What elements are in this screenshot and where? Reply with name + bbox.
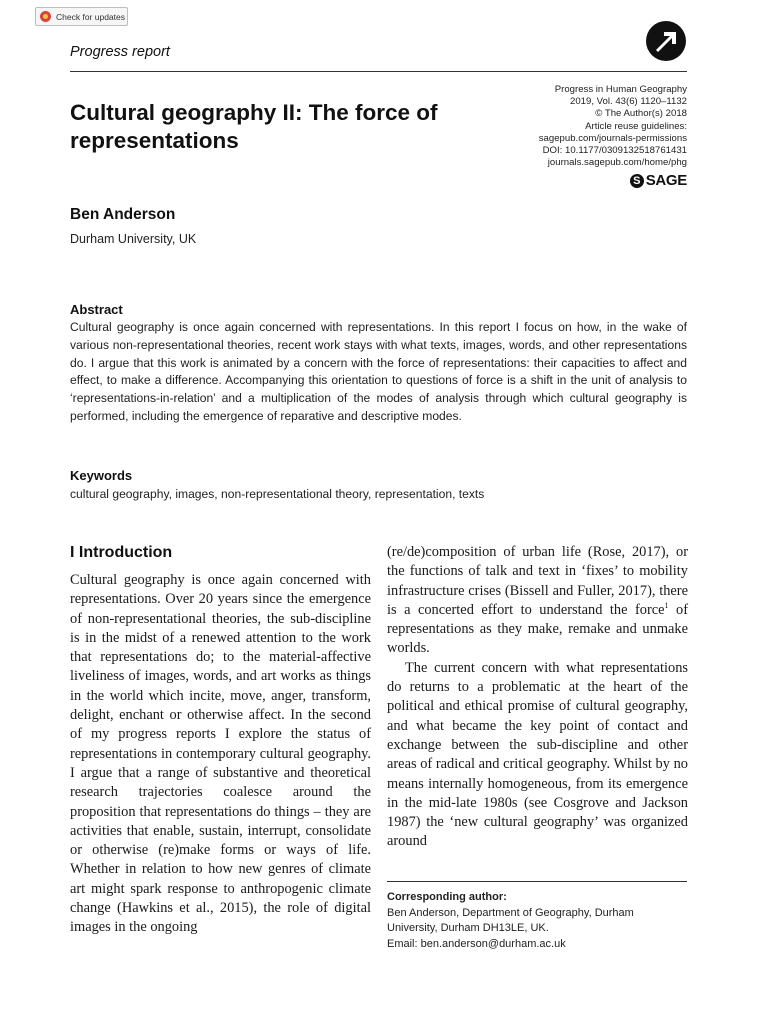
sage-s-icon: S	[630, 174, 644, 188]
corresponding-email[interactable]: Email: ben.anderson@durham.ac.uk	[387, 937, 566, 950]
journal-arrow-logo-icon	[645, 20, 687, 62]
footnote-divider	[387, 881, 687, 882]
reuse-label: Article reuse guidelines:	[585, 120, 687, 132]
author-affiliation: Durham University, UK	[70, 232, 197, 246]
section-heading: I Introduction	[70, 544, 173, 561]
intro-paragraph-1: Cultural geography is once again concerned with representations. Over 20 years since the emergence of non-representational theories, the sub-discipline is in the midst of a renewed attention to the work that representations do; to the material-affective liveliness of images, words, and art works as things in the world which incite, move, anger, transform, delight, enchant or otherwise affect. In the second of my progress reports I explore the status of representations in contemporary cultural geography. I argue that a range of substantive and theoretical research trajectories coalesce around the proposition that representations do things – they are activities that enable, sustain, interrupt, consolidate or otherwise (re)make forms or ways of life. Whether in relation to how new genres of climate art might spark response to anthropogenic climate change (Hawkins et al., 2015), the role of digital images in the ongoing	[70, 572, 371, 936]
intro-paragraph-1-continued	[387, 543, 688, 659]
publisher-name: SAGE	[645, 172, 687, 189]
header-divider	[70, 71, 687, 72]
abstract-text: Cultural geography is once again concerned with representations. In this report I focus on how, in the wake of various non-representational theories, recent work stays with what texts, images, words, and other representations do. I argue that this work is animated by a concern with the force of representations: their capacities to affect and effect, to make a difference. Accompanying this orientation to questions of force is a shift in the unit of analysis to ‘representations-in-relation’ and a multiplication of the modes of analysis through which cultural geography is performed, including the emergence of reparative and descriptive modes.	[70, 320, 687, 423]
doi-link[interactable]: DOI: 10.1177/0309132518761431	[542, 145, 687, 157]
copyright: © The Author(s) 2018	[595, 108, 687, 120]
check-for-updates-badge[interactable]	[35, 7, 128, 26]
keywords-heading: Keywords	[70, 468, 133, 483]
paragraph-text: (re/de)composition of urban life (Rose, 2017), or the functions of talk and text in ‘fixes’ to mobility infrastructure crises (Bissell and Fuller, 2017), there is a concerted effort to understand the force	[387, 544, 688, 618]
corresponding-author-note	[387, 890, 687, 952]
crossmark-icon	[40, 11, 51, 22]
body-column-right	[387, 543, 688, 852]
permissions-link[interactable]: sagepub.com/journals-permissions	[538, 132, 687, 144]
keywords-text: cultural geography, images, non-representational theory, representation, texts	[70, 487, 485, 501]
section-label: Progress report	[70, 44, 170, 60]
author-name: Ben Anderson	[70, 206, 176, 223]
footnote-marker[interactable]: 1	[664, 601, 669, 611]
corresponding-address: Ben Anderson, Department of Geography, Durham University, Durham DH13LE, UK.	[387, 906, 634, 934]
publisher-logo	[630, 172, 687, 189]
body-column-left	[70, 571, 371, 938]
article-title: Cultural geography II: The force of representations	[70, 100, 438, 153]
abstract-heading: Abstract	[70, 302, 123, 317]
corresponding-heading: Corresponding author:	[387, 891, 507, 903]
check-for-updates-label: Check for updates	[56, 11, 125, 22]
journal-name: Progress in Human Geography	[554, 84, 687, 95]
journal-metadata	[487, 84, 687, 169]
intro-paragraph-2: The current concern with what representations do returns to a problematic at the heart of the political and ethical promise of cultural geography, and what became the key point of contact and exchange between the sub-discipline and other areas of radical and critical geography. Whilst by no means internally homogeneous, from its emergence in the mid-late 1980s (see Cosgrove and Jackson 1987) the ‘new cultural geography’ was organized around	[387, 659, 688, 850]
journal-volume: 2019, Vol. 43(6) 1120–1132	[570, 96, 687, 108]
paragraph-text: of representations as they make, remake and unmake worlds.	[387, 601, 688, 657]
journal-homepage-link[interactable]: journals.sagepub.com/home/phg	[547, 157, 687, 169]
